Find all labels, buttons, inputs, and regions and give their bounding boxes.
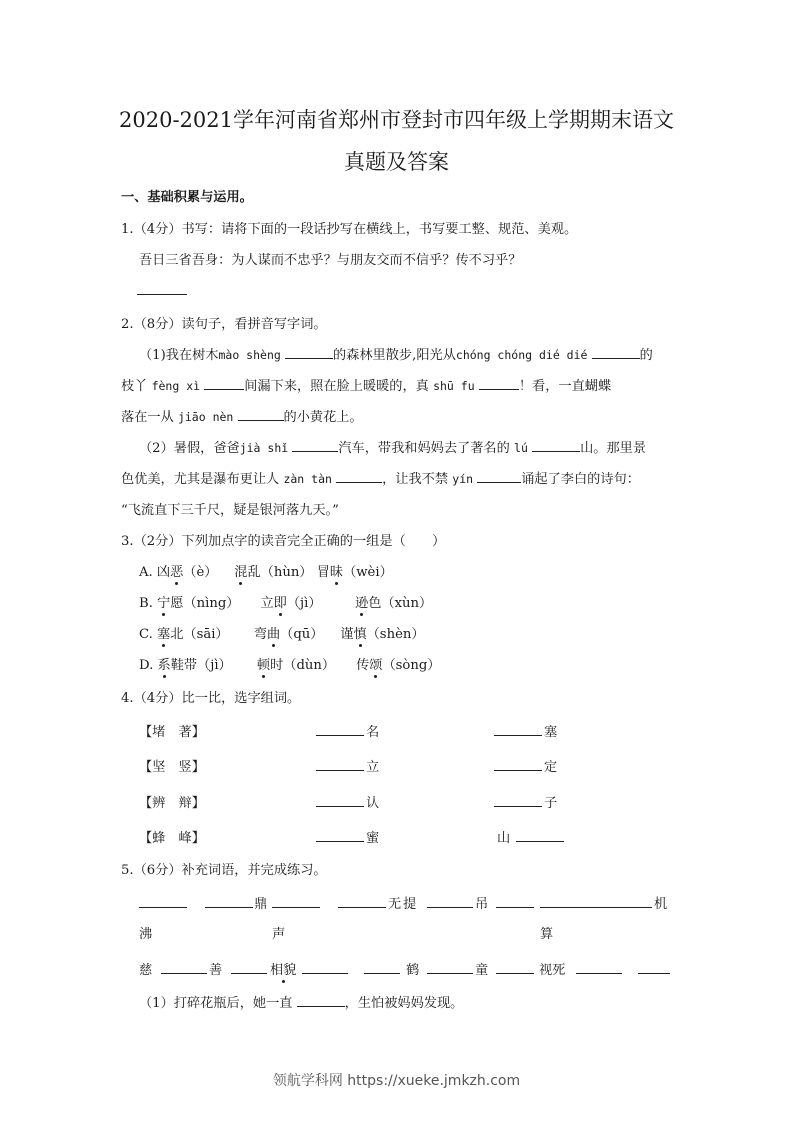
answer-blank[interactable] — [494, 723, 542, 736]
answer-blank[interactable] — [427, 961, 473, 974]
answer-blank[interactable] — [161, 961, 207, 974]
dotted-char: 即 — [274, 592, 287, 611]
q2-p2-line1 — [139, 437, 646, 456]
option-text: （qū） — [280, 627, 324, 642]
q4-pair: 【蜂 峰】 — [139, 831, 205, 846]
q2-p2-line2 — [121, 468, 640, 487]
text-span: 诵起了李白的诗句： — [521, 472, 640, 487]
q2-p1-line1 — [139, 344, 653, 363]
idiom-char: 慈 — [139, 963, 153, 978]
q4-pair: 【辨 辩】 — [139, 796, 205, 811]
dotted-char: 曲 — [267, 623, 280, 642]
q2-p1-line2 — [121, 375, 611, 394]
idiom-char: 沸 — [139, 927, 153, 942]
pinyin: lú — [514, 441, 528, 455]
dotted-char: 恶 — [170, 561, 183, 580]
dotted-word: 相貌 — [270, 959, 296, 978]
answer-blank[interactable] — [479, 377, 519, 390]
answer-blank[interactable] — [231, 961, 267, 974]
q4-word-b: 塞 — [544, 725, 558, 740]
answer-blank[interactable] — [316, 723, 364, 736]
text-span: 间漏下来，照在脸上暖暖的，真 — [244, 379, 429, 394]
option-text: 色（xùn） — [368, 596, 433, 611]
answer-blank[interactable] — [204, 377, 244, 390]
pinyin: chóng chóng dié dié — [455, 348, 588, 362]
q3-option-c[interactable] — [139, 623, 425, 642]
text-span: （1)我在树木 — [139, 348, 219, 363]
answer-blank[interactable] — [592, 346, 640, 359]
answer-blank[interactable] — [336, 470, 382, 483]
answer-blank[interactable] — [427, 895, 473, 908]
option-text: （wèi） — [343, 565, 393, 580]
q4-word-b: 子 — [544, 796, 558, 811]
section-heading: 一、基础积累与运用。 — [121, 190, 253, 205]
option-text: 冒 — [316, 565, 330, 580]
q4-word-b: 山 — [497, 831, 511, 846]
answer-blank[interactable] — [292, 439, 338, 452]
q4-word-b: 定 — [544, 760, 558, 775]
option-text: D. — [139, 658, 158, 673]
text-span: （1）打碎花瓶后，她一直 — [139, 996, 293, 1011]
text-span: （2）暑假，爸爸 — [139, 441, 240, 456]
dotted-char: 逊 — [355, 592, 368, 611]
q3-option-b[interactable] — [139, 592, 432, 611]
answer-blank[interactable] — [494, 758, 542, 771]
q4-stem: 4.（4分）比一比，选字组词。 — [121, 691, 301, 706]
document-title-line1: 2020-2021学年河南省郑州市登封市四年级上学期期末语文 — [119, 108, 674, 132]
answer-blank[interactable] — [302, 961, 348, 974]
answer-blank[interactable] — [338, 895, 386, 908]
q4-word-a: 立 — [366, 760, 380, 775]
q1-stem: 1.（4分）书写：请将下面的一段话抄写在横线上，书写要工整、规范、美观。 — [121, 222, 578, 237]
text-span: 汽车，带我和妈妈去了著名的 — [338, 441, 510, 456]
idiom-char: 机 — [654, 897, 668, 912]
answer-blank[interactable] — [297, 994, 345, 1007]
pinyin: jiāo nèn — [177, 410, 234, 424]
option-text: （jì） — [286, 596, 322, 611]
dotted-char: 昧 — [330, 561, 343, 580]
q2-p2-line3: “飞流直下三千尺，疑是银河落九天。” — [121, 503, 339, 518]
answer-blank[interactable] — [316, 794, 364, 807]
answer-blank[interactable] — [496, 961, 534, 974]
q4-pair: 【堵 著】 — [139, 725, 205, 740]
document-title-line2: 真题及答案 — [344, 150, 449, 174]
text-span: 的森林里散步,阳光从 — [333, 348, 456, 363]
dotted-char: 颂 — [369, 654, 382, 673]
idiom-char: 吊 — [475, 897, 489, 912]
option-text: 立 — [260, 596, 274, 611]
idiom-char: 鼎 — [254, 897, 268, 912]
idiom-chars: 视死 — [539, 963, 566, 978]
answer-blank[interactable] — [139, 895, 187, 908]
q5-stem: 5.（6分）补充词语，并完成练习。 — [121, 863, 327, 878]
option-text: 时（dùn） — [270, 658, 336, 673]
idiom-chars: 无提 — [388, 897, 419, 912]
answer-blank[interactable] — [532, 439, 580, 452]
text-span: 枝丫 — [121, 379, 148, 394]
q2-p1-line3 — [121, 406, 363, 425]
idiom-char: 声 — [272, 927, 286, 942]
answer-blank[interactable] — [638, 961, 670, 974]
dotted-char: 宁 — [157, 592, 170, 611]
option-text: 弯 — [253, 627, 267, 642]
q3-option-a[interactable] — [139, 561, 393, 580]
option-text: （shèn） — [366, 627, 425, 642]
q4-word-a: 认 — [366, 796, 380, 811]
option-text: （è） — [183, 565, 218, 580]
pinyin: zàn tàn — [283, 472, 332, 486]
option-text: 北（sāi） — [170, 627, 229, 642]
text-span: 落在一从 — [121, 410, 174, 425]
option-text: A. 凶 — [139, 565, 171, 580]
text-span: ，生怕被妈妈发现。 — [344, 996, 464, 1011]
answer-blank[interactable] — [238, 408, 284, 421]
text-span: 色优美，尤其是瀑布更让人 — [121, 472, 280, 487]
text-span: 的 — [639, 348, 653, 363]
pinyin: mào shèng — [218, 348, 281, 362]
pinyin: yín — [452, 472, 474, 486]
option-text: 乱（hùn） — [247, 565, 313, 580]
option-text: （sòng） — [382, 658, 441, 673]
answer-blank[interactable] — [364, 961, 400, 974]
dotted-char: 系 — [158, 654, 171, 673]
idiom-char: 童 — [475, 963, 489, 978]
q4-word-a: 名 — [366, 725, 380, 740]
dotted-char: 慎 — [353, 623, 366, 642]
q2-stem: 2.（8分）读句子，看拼音写字词。 — [121, 317, 327, 332]
option-text: 鞋带（jì） — [170, 658, 232, 673]
dotted-char: 顿 — [257, 654, 270, 673]
q3-stem: 3.（2分）下列加点字的读音完全正确的一组是（ ） — [121, 534, 446, 549]
idiom-char: 善 — [209, 963, 223, 978]
idiom-chars-dotted — [270, 959, 296, 978]
pinyin: fèng xì — [151, 379, 201, 393]
dotted-char: 塞 — [157, 623, 170, 642]
option-text: C. — [139, 627, 158, 642]
answer-blank[interactable] — [316, 758, 364, 771]
answer-blank[interactable] — [477, 470, 521, 483]
idiom-char: 鹤 — [406, 963, 420, 978]
answer-blank[interactable] — [316, 829, 364, 842]
answer-blank[interactable] — [496, 895, 534, 908]
answer-blank[interactable] — [285, 346, 333, 359]
answer-blank[interactable] — [576, 961, 622, 974]
option-text: 愿（nìng） — [170, 596, 240, 611]
answer-blank[interactable] — [494, 794, 542, 807]
q1-answer-line — [137, 282, 187, 295]
idiom-char: 算 — [540, 927, 554, 942]
pinyin: jià shǐ — [239, 441, 289, 455]
option-text: 传 — [356, 658, 370, 673]
q3-option-d[interactable] — [139, 654, 440, 673]
text-span: ！看，一直蝴蝶 — [518, 379, 612, 394]
option-text: 谨 — [340, 627, 354, 642]
q1-text: 吾日三省吾身：为人谋而不忠乎？与朋友交而不信乎？传不习乎？ — [139, 253, 522, 268]
answer-blank[interactable] — [272, 895, 320, 908]
answer-blank[interactable] — [205, 895, 253, 908]
footer-watermark: 领航学科网 https://xueke.jmkzh.com — [272, 1073, 521, 1089]
pinyin: shū fu — [433, 379, 475, 393]
answer-blank[interactable] — [516, 829, 564, 842]
text-span: 山。那里景 — [580, 441, 647, 456]
answer-blank[interactable] — [540, 895, 652, 908]
dotted-char: 混 — [234, 561, 247, 580]
q5-sub1 — [139, 992, 463, 1011]
q4-pair: 【坚 竖】 — [139, 760, 205, 775]
option-text: B. — [139, 596, 158, 611]
text-span: ，让我不禁 — [382, 472, 449, 487]
q4-word-a: 蜜 — [366, 831, 380, 846]
text-span: 的小黄花上。 — [283, 410, 363, 425]
